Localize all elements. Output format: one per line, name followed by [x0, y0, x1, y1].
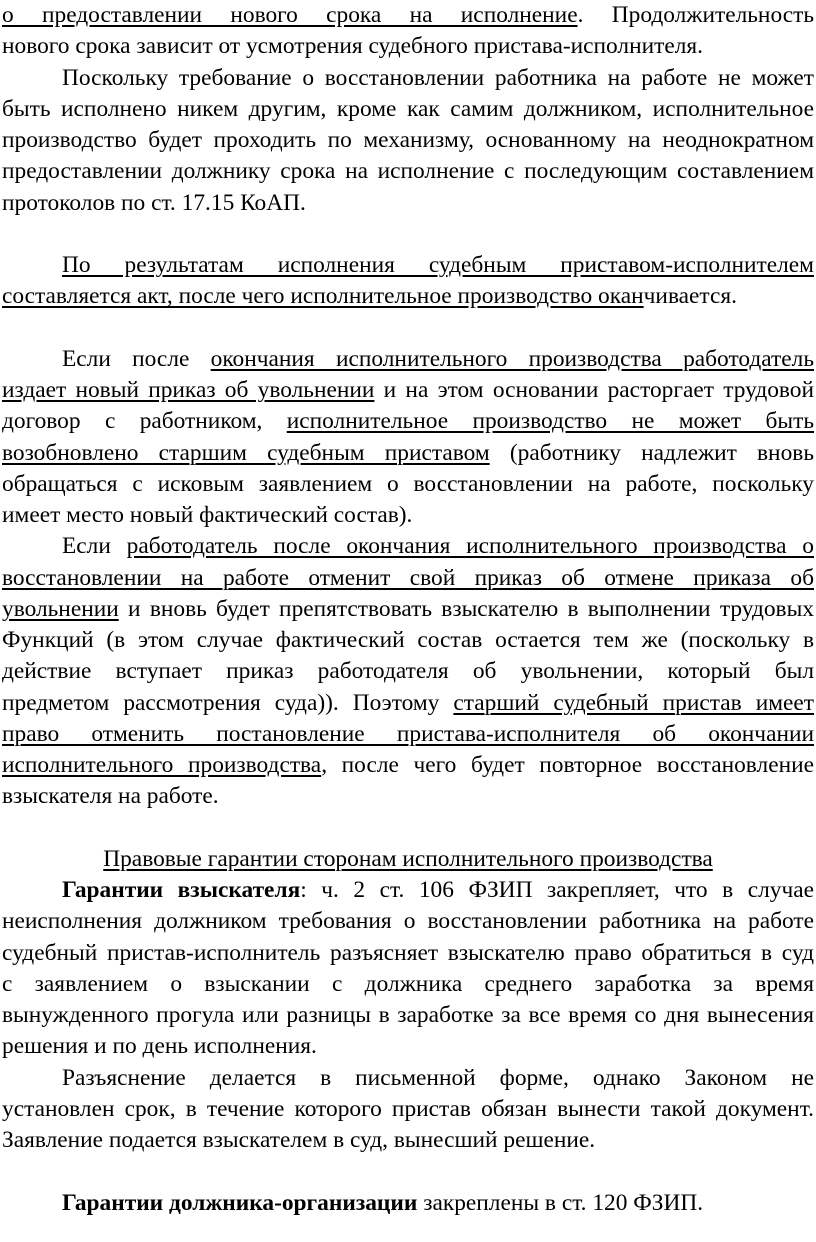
- text-line: [0, 719, 816, 750]
- text-line: [0, 406, 816, 437]
- text-line: производство будет проходить по механизму, основанному на неоднократном: [2, 127, 814, 153]
- text-line: [0, 281, 816, 312]
- heading-text: Правовые гарантии сторонам исполнительного производства: [103, 845, 713, 872]
- text-line: [0, 344, 816, 375]
- text: и вновь будет препятствовать взыскателю в выполнении трудовых: [118, 595, 814, 622]
- text-line: решения и по день исполнения.: [2, 1033, 317, 1060]
- underlined-text: увольнении: [2, 595, 119, 622]
- text-line: установлен срок, в течение которого пристав обязан вынести такой документ.: [2, 1095, 814, 1122]
- text-line: [0, 688, 816, 719]
- text-line: [0, 1188, 816, 1219]
- blank-line: [0, 219, 816, 250]
- text-line: неисполнения должником требования о восстановлении работника на работе: [2, 908, 814, 935]
- blank-line: [0, 813, 816, 844]
- underlined-text: о предоставлении нового срока на исполнение: [2, 2, 578, 28]
- text-line: протоколов по ст. 17.15 КоАП.: [2, 189, 306, 216]
- text-line: с заявлением о взыскании с должника среднего заработка за время: [2, 970, 814, 997]
- text-line: Разъяснение делается в письменной форме, однако Законом не: [62, 1064, 814, 1091]
- text: и на этом основании расторгает трудовой: [374, 377, 815, 403]
- bold-text: Гарантии должника-организации: [62, 1189, 418, 1216]
- section-heading: [0, 844, 816, 875]
- text-line: Поскольку требование о восстановлении работника на работе не может: [62, 64, 814, 91]
- text-line: вынужденного прогула или разницы в заработке за все время со дня вынесения: [2, 1002, 814, 1028]
- underlined-text: исполнительное производство не может быть: [286, 408, 814, 435]
- text-line: предоставлении должнику срока на исполнение с последующим составлением: [2, 158, 814, 185]
- text: : ч. 2 ст. 106 ФЗИП закрепляет, что в случае: [300, 877, 814, 903]
- text-line: нового срока зависит от усмотрения судебного пристава-исполнителя.: [2, 33, 704, 60]
- underlined-text: составляется акт, после чего исполнительное производство окан: [2, 283, 644, 310]
- blank-line: [0, 313, 816, 344]
- text: Если после: [62, 345, 211, 372]
- text-line: обращаться с исковым заявлением о восстановлении на работе, поскольку: [2, 470, 814, 497]
- underlined-text: исполнительного производства: [2, 752, 322, 778]
- text-line: взыскателя на работе.: [2, 783, 219, 810]
- underlined-text: старший судебный пристав имеет: [453, 689, 815, 716]
- text-line: [0, 563, 816, 594]
- underlined-text: По результатам исполнения судебным приставом-исполнителем: [62, 252, 814, 278]
- text: договор с работником,: [2, 408, 287, 435]
- underlined-text: работодатель после окончания исполнительного производства о: [126, 533, 814, 560]
- underlined-text: окончания исполнительного производства работодатель: [210, 345, 814, 372]
- text: предметом рассмотрения суда)). Поэтому: [2, 689, 454, 716]
- text-line: [0, 250, 816, 281]
- text: закреплены в ст. 120 ФЗИП.: [417, 1189, 704, 1216]
- text: чивается.: [643, 283, 737, 310]
- underlined-text: право отменить постановление пристава-исполнителя об окончании: [2, 720, 814, 747]
- text-line: Функций (в этом случае фактический состав остается тем же (поскольку в: [2, 627, 814, 653]
- text-line: быть исполнено никем другим, кроме как самим должником, исполнительное: [2, 95, 814, 122]
- text: , после чего будет повторное восстановление: [321, 752, 814, 778]
- text: (работнику надлежит вновь: [489, 439, 814, 466]
- text-line: судебный пристав-исполнитель разъясняет взыскателю право обратиться в суд: [2, 939, 814, 966]
- underlined-text: восстановлении на работе отменит свой приказ об отмене приказа об: [2, 564, 814, 591]
- text-line: [0, 375, 816, 406]
- text: . Продолжительность: [577, 2, 814, 28]
- text-line: [0, 750, 816, 781]
- text-line: имеет место новый фактический состав).: [2, 502, 413, 528]
- text-line: [0, 594, 816, 625]
- bold-text: Гарантии взыскателя: [62, 877, 301, 903]
- text-line: действие вступает приказ работодателя об увольнении, который был: [2, 658, 814, 685]
- blank-line: [0, 1156, 816, 1187]
- text-line: [0, 531, 816, 562]
- text: Если: [62, 533, 127, 560]
- text-line: [0, 0, 816, 31]
- underlined-text: возобновлено старшим судебным приставом: [2, 439, 490, 466]
- text-line: [0, 875, 816, 906]
- underlined-text: издает новый приказ об увольнении: [2, 377, 375, 403]
- text-line: Заявление подается взыскателем в суд, вынесший решение.: [2, 1127, 596, 1153]
- text-line: [0, 438, 816, 469]
